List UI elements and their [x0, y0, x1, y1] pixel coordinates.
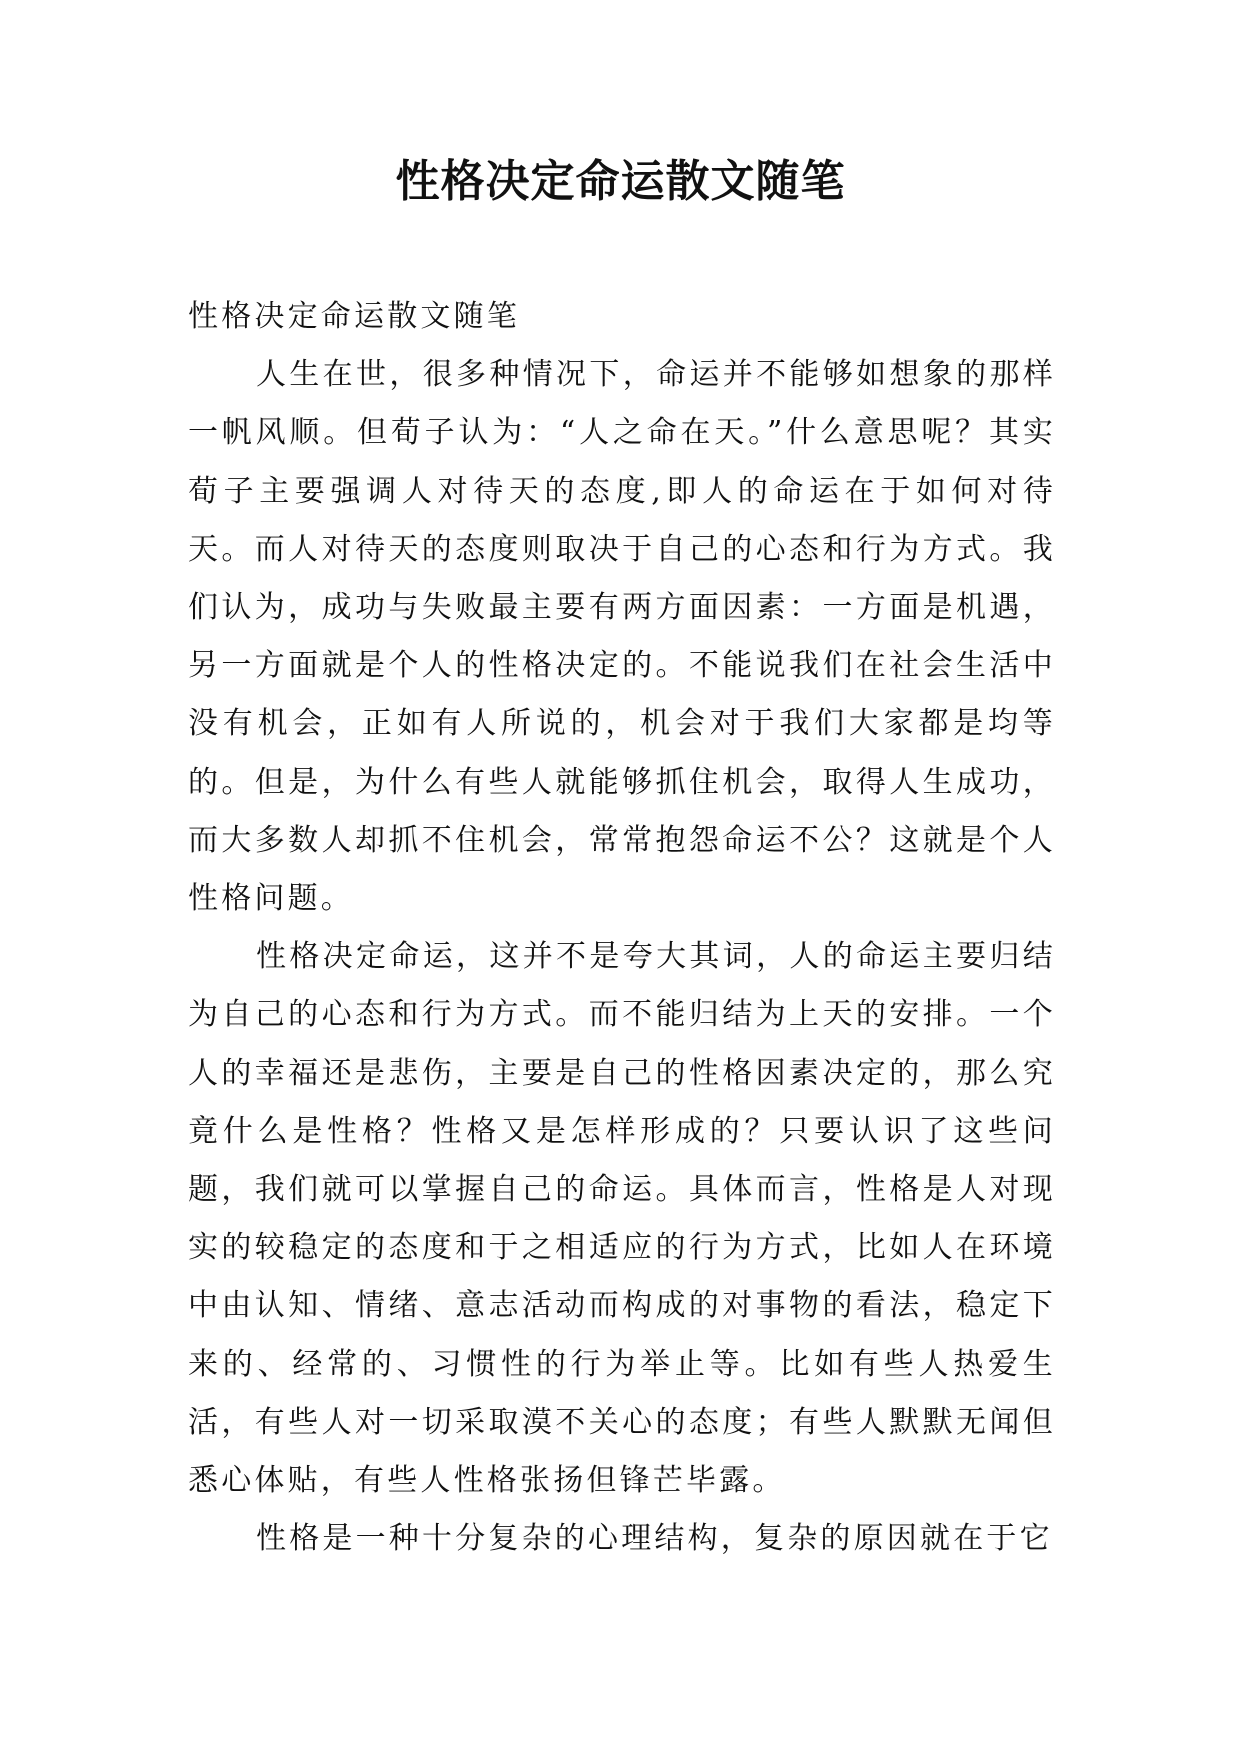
- article-subtitle: 性格决定命运散文随笔: [188, 299, 520, 334]
- paragraph-1: 人生在世，很多种情况下，命运并不能够如想象的那样一帆风顺。但荀子认为：“人之命在天。”什么意思呢？其实荀子主要强调人对待天的态度,即人的命运在于如何对待天。而人对待天的态度则取决于自己的心态和行为方式。我们认为，成功与失败最主要有两方面因素：一方面是机遇，另一方面就是个人的性格决定的。不能说我们在社会生活中没有机会，正如有人所说的，机会对于我们大家都是均等的。但是，为什么有些人就能够抓住机会，取得人生成功，而大多数人却抓不住机会，常常抱怨命运不公？这就是个人性格问题。: [188, 357, 1056, 917]
- article-body: [188, 288, 1056, 1568]
- paragraph-2: 性格决定命运，这并不是夸大其词，人的命运主要归结为自己的心态和行为方式。而不能归结为上天的安排。一个人的幸福还是悲伤，主要是自己的性格因素决定的，那么究竟什么是性格？性格又是怎样形成的？只要认识了这些问题，我们就可以掌握自己的命运。具体而言，性格是人对现实的较稳定的态度和于之相适应的行为方式，比如人在环境中由认知、情绪、意志活动而构成的对事物的看法，稳定下来的、经常的、习惯性的行为举止等。比如有些人热爱生活，有些人对一切采取漠不关心的态度；有些人默默无闻但悉心体贴，有些人性格张扬但锋芒毕露。: [188, 939, 1056, 1499]
- page-title: 性格决定命运散文随笔: [395, 156, 846, 207]
- paragraph-3: 性格是一种十分复杂的心理结构，复杂的原因就在于它: [256, 1521, 1053, 1557]
